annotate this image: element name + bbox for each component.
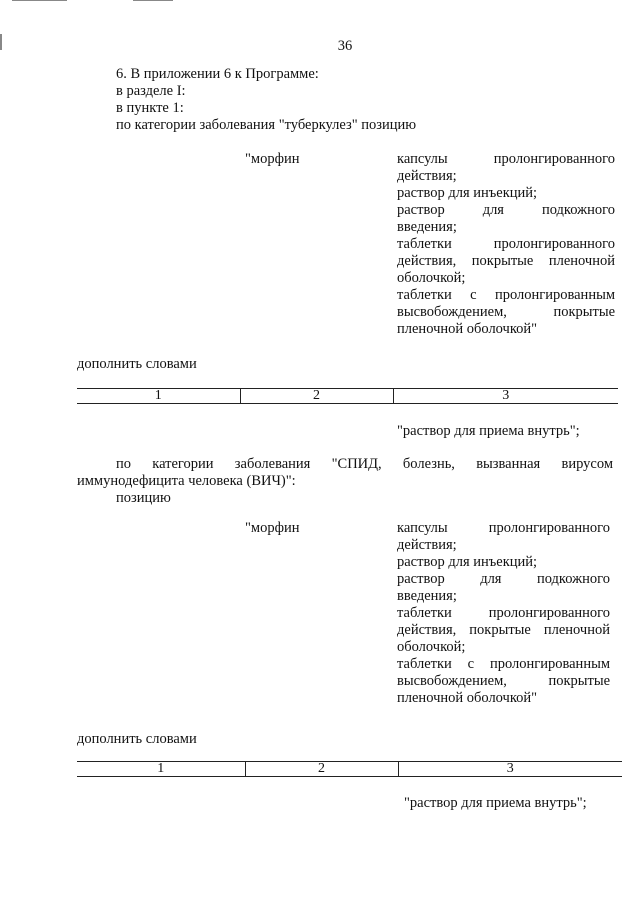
drug-name-2: "морфин: [245, 520, 300, 536]
page-number: 36: [337, 38, 353, 54]
dosage-form-line: оболочкой;: [397, 270, 466, 286]
dosage-form-line: действия, покрытые пленочной: [397, 622, 610, 638]
dosage-form-line: раствор для подкожного: [397, 202, 615, 218]
dosage-form-line: раствор для инъекций;: [397, 554, 538, 570]
scan-top-mark: [12, 0, 67, 1]
dosage-form-line: раствор для подкожного: [397, 571, 610, 587]
table-header-cell: 1: [77, 762, 245, 777]
dosage-form-line: пленочной оболочкой": [397, 321, 538, 337]
dosage-form-line: действия, покрытые пленочной: [397, 253, 615, 269]
addition-text-2: "раствор для приема внутрь";: [404, 795, 587, 811]
dosage-form-line: таблетки пролонгированного: [397, 236, 615, 252]
intro-line-2: в разделе I:: [116, 83, 186, 99]
dosage-form-line: высвобождением, покрытые: [397, 673, 610, 689]
supplement-label-2: дополнить словами: [77, 731, 197, 747]
drug-name-1: "морфин: [245, 151, 300, 167]
intro-line-4: по категории заболевания "туберкулез" позицию: [116, 117, 417, 133]
dosage-form-line: таблетки с пролонгированным: [397, 656, 610, 672]
dosage-form-line: таблетки пролонгированного: [397, 605, 610, 621]
table-header-cell: 2: [245, 762, 398, 777]
dosage-form-line: введения;: [397, 219, 457, 235]
column-header-table-1: [77, 388, 618, 404]
table-header-cell: 2: [240, 389, 393, 404]
scan-top-mark: [133, 0, 173, 1]
dosage-form-line: пленочной оболочкой": [397, 690, 538, 706]
dosage-form-line: раствор для инъекций;: [397, 185, 538, 201]
hiv-line-2: иммунодефицита человека (ВИЧ)":: [77, 473, 296, 489]
dosage-form-line: высвобождением, покрытые: [397, 304, 615, 320]
intro-line-1: 6. В приложении 6 к Программе:: [116, 66, 319, 82]
addition-text-1: "раствор для приема внутрь";: [397, 423, 580, 439]
dosage-form-line: оболочкой;: [397, 639, 466, 655]
table-header-cell: 1: [77, 389, 240, 404]
dosage-form-line: капсулы пролонгированного: [397, 151, 615, 167]
dosage-form-line: действия;: [397, 168, 457, 184]
dosage-form-line: введения;: [397, 588, 457, 604]
dosage-form-line: капсулы пролонгированного: [397, 520, 610, 536]
supplement-label-1: дополнить словами: [77, 356, 197, 372]
hiv-line-3: позицию: [116, 490, 171, 506]
dosage-form-line: действия;: [397, 537, 457, 553]
table-header-cell: 3: [393, 389, 618, 404]
intro-line-3: в пункте 1:: [116, 100, 184, 116]
column-header-table-2: [77, 761, 622, 777]
dosage-form-line: таблетки с пролонгированным: [397, 287, 615, 303]
table-header-cell: 3: [398, 762, 622, 777]
hiv-line-1: по категории заболевания "СПИД, болезнь, вызванная вирусом: [116, 456, 613, 472]
